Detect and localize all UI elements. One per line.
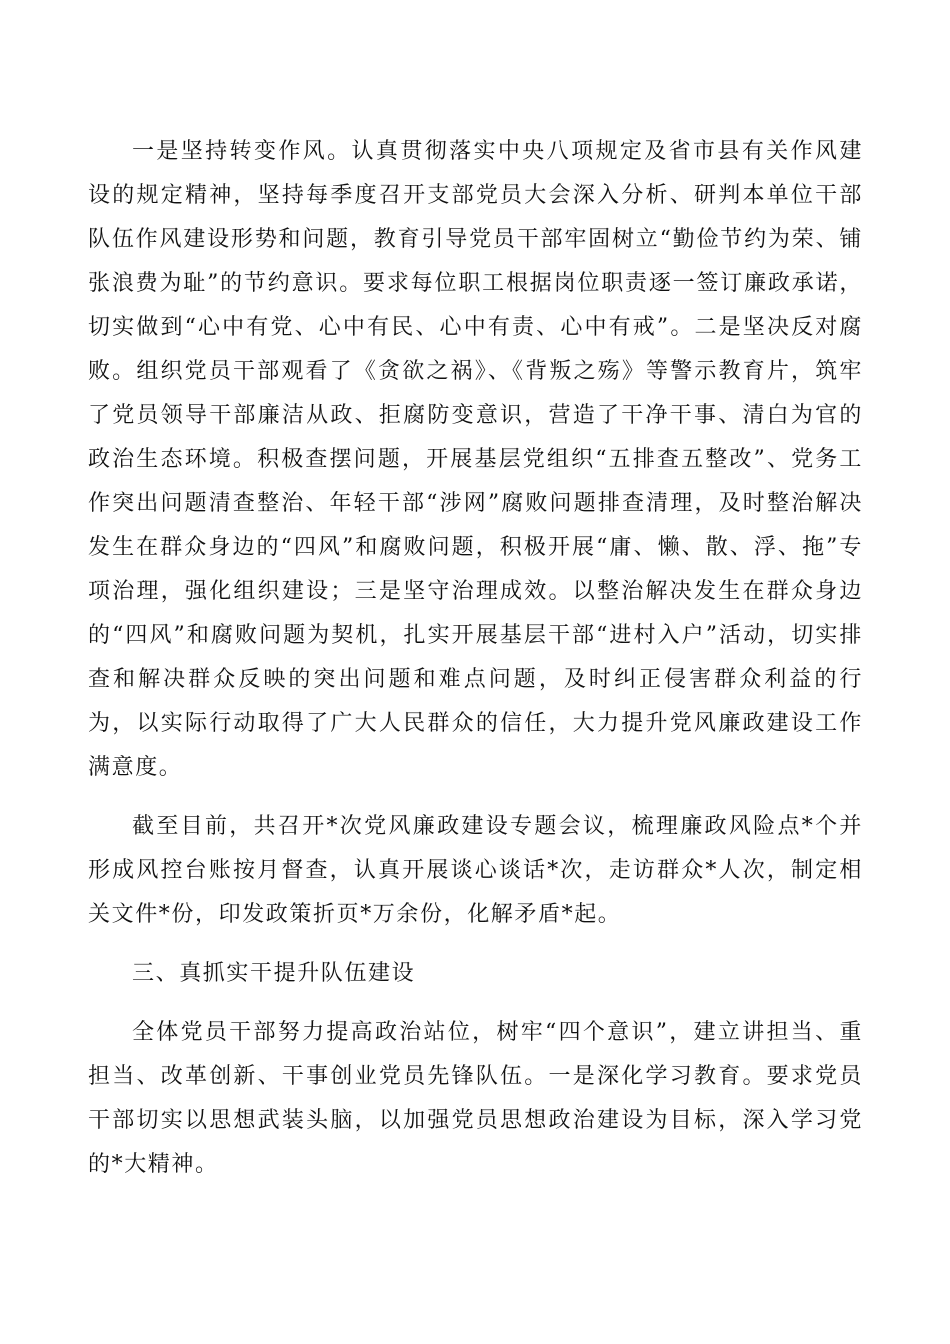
- paragraph-team-building: 全体党员干部努力提高政治站位，树牢“四个意识”，建立讲担当、重担当、改革创新、干事创业党员先锋队伍。一是深化学习教育。要求党员干部切实以思想武装头脑，以加强党员思想政治建设为目标，深入学习党的*大精神。: [88, 1020, 863, 1177]
- section-heading: 三、真抓实干提升队伍建设: [132, 961, 416, 986]
- paragraph-style-rectification: 一是坚持转变作风。认真贯彻落实中央八项规定及省市县有关作风建设的规定精神，坚持每季度召开支部党员大会深入分析、研判本单位干部队伍作风建设形势和问题，教育引导党员干部牢固树立“勤俭节约为荣、铺张浪费为耻”的节约意识。要求每位职工根据岗位职责逐一签订廉政承诺，切实做到“心中有党、心中有民、心中有责、心中有戒”。二是坚决反对腐败。组织党员干部观看了《贪欲之祸》、《背叛之殇》等警示教育片，筑牢了党员领导干部廉洁从政、拒腐防变意识，营造了干净干事、清白为官的政治生态环境。积极查摆问题，开展基层党组织“五排查五整改”、党务工作突出问题清查整治、年轻干部“涉网”腐败问题排查清理，及时整治解决发生在群众身边的“四风”和腐败问题，积极开展“庸、懒、散、浮、拖”专项治理，强化组织建设；三是坚守治理成效。以整治解决发生在群众身边的“四风”和腐败问题为契机，扎实开展基层干部“进村入户”活动，切实排查和解决群众反映的突出问题和难点问题，及时纠正侵害群众利益的行为，以实际行动取得了广大人民群众的信任，大力提升党风廉政建设工作满意度。: [88, 139, 863, 780]
- document-body: [88, 130, 863, 1202]
- paragraph-statistics: 截至目前，共召开*次党风廉政建设专题会议，梳理廉政风险点*个并形成风控台账按月督查，认真开展谈心谈话*次，走访群众*人次，制定相关文件*份，印发政策折页*万余份，化解矛盾*起。: [88, 814, 863, 927]
